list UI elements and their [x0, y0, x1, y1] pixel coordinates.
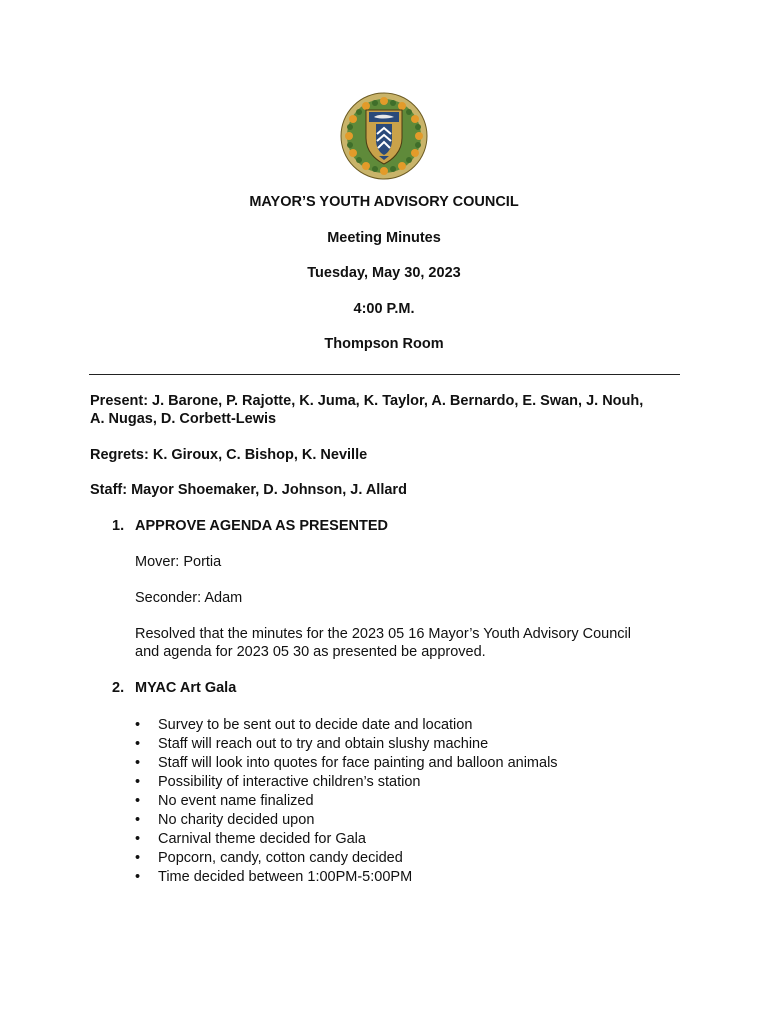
gala-bullet-list: [135, 716, 558, 887]
list-item: [135, 754, 558, 773]
bullet-text: Carnival theme decided for Gala: [158, 831, 366, 847]
resolution-line-2: and agenda for 2023 05 30 as presented be approved.: [135, 644, 486, 660]
bullet-icon: •: [135, 717, 141, 733]
bullet-icon: •: [135, 793, 141, 809]
list-item: [135, 716, 558, 735]
bullet-text: Staff will reach out to try and obtain slushy machine: [158, 736, 489, 752]
present-line-2: A. Nugas, D. Corbett-Lewis: [90, 411, 277, 427]
bullet-icon: •: [135, 869, 141, 885]
bullet-icon: •: [135, 850, 141, 866]
bullet-icon: •: [135, 812, 141, 828]
meeting-location: Thompson Room: [324, 336, 444, 352]
present-line-1: Present: J. Barone, P. Rajotte, K. Juma, K. Taylor, A. Bernardo, E. Swan, J. Nouh,: [90, 393, 644, 409]
list-item: [135, 811, 558, 830]
bullet-text: No event name finalized: [158, 793, 314, 809]
list-item: [135, 868, 558, 887]
doc-type: Meeting Minutes: [327, 230, 441, 246]
bullet-text: Staff will look into quotes for face painting and balloon animals: [158, 755, 558, 771]
bullet-icon: •: [135, 831, 141, 847]
staff-line: Staff: Mayor Shoemaker, D. Johnson, J. Allard: [90, 482, 407, 498]
list-item: [135, 830, 558, 849]
mover-line: Mover: Portia: [135, 554, 222, 570]
meeting-date: Tuesday, May 30, 2023: [307, 265, 461, 281]
meeting-time: 4:00 P.M.: [353, 301, 415, 317]
bullet-text: Time decided between 1:00PM-5:00PM: [158, 869, 413, 885]
list-item: [135, 849, 558, 868]
regrets-line: Regrets: K. Giroux, C. Bishop, K. Neville: [90, 447, 368, 463]
seconder-line: Seconder: Adam: [135, 590, 243, 606]
crest-icon: [340, 92, 428, 180]
item-2-title: MYAC Art Gala: [135, 680, 237, 696]
list-item: [135, 735, 558, 754]
item-1-title: APPROVE AGENDA AS PRESENTED: [135, 518, 388, 534]
item-1-number: 1.: [112, 518, 125, 534]
bullet-text: No charity decided upon: [158, 812, 315, 828]
divider: [89, 374, 680, 375]
bullet-text: Survey to be sent out to decide date and location: [158, 717, 473, 733]
bullet-icon: •: [135, 736, 141, 752]
org-title: MAYOR’S YOUTH ADVISORY COUNCIL: [249, 194, 519, 210]
resolution-line-1: Resolved that the minutes for the 2023 05 16 Mayor’s Youth Advisory Council: [135, 626, 631, 642]
bullet-text: Popcorn, candy, cotton candy decided: [158, 850, 403, 866]
bullet-icon: •: [135, 755, 141, 771]
bullet-icon: •: [135, 774, 141, 790]
item-2-number: 2.: [112, 680, 125, 696]
list-item: [135, 773, 558, 792]
bullet-text: Possibility of interactive children’s station: [158, 774, 421, 790]
list-item: [135, 792, 558, 811]
